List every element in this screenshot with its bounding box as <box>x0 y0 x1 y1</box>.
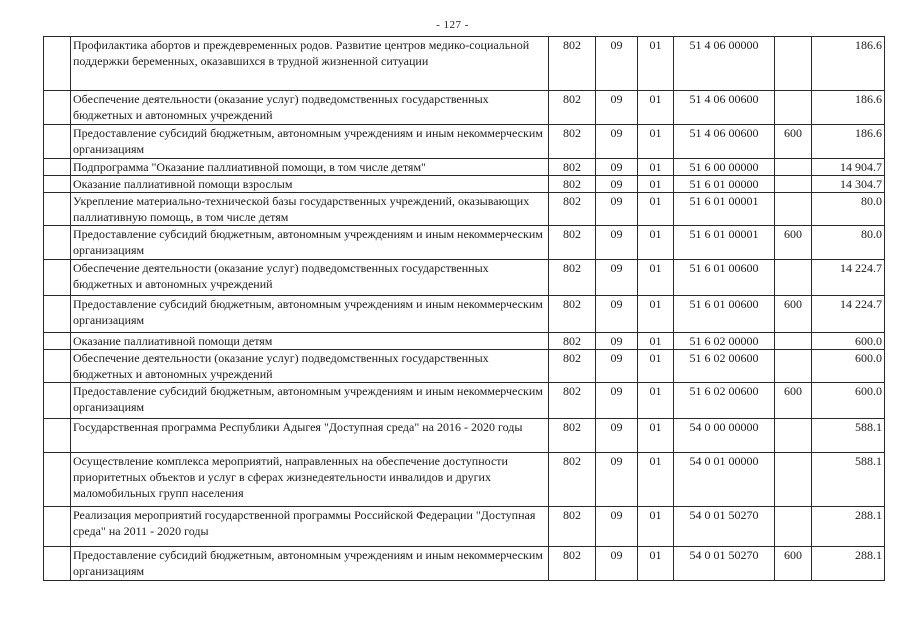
subsection-code: 01 <box>638 419 674 453</box>
blank-cell <box>44 453 71 507</box>
amount-value: 186.6 <box>812 91 885 125</box>
target-article-code: 51 6 01 00600 <box>674 296 775 333</box>
blank-cell <box>44 350 71 383</box>
grbs-code: 802 <box>549 453 596 507</box>
section-code: 09 <box>596 193 638 226</box>
grbs-code: 802 <box>549 159 596 176</box>
target-article-code: 51 6 00 00000 <box>674 159 775 176</box>
blank-cell <box>44 260 71 296</box>
subsection-code: 01 <box>638 176 674 193</box>
blank-cell <box>44 226 71 260</box>
target-article-code: 54 0 01 50270 <box>674 507 775 547</box>
target-article-code: 51 6 01 00600 <box>674 260 775 296</box>
expense-type-code: 600 <box>775 125 812 159</box>
grbs-code: 802 <box>549 507 596 547</box>
blank-cell <box>44 176 71 193</box>
table-row <box>44 547 885 581</box>
table-row <box>44 383 885 419</box>
budget-item-name: Оказание паллиативной помощи детям <box>71 333 549 350</box>
section-code: 09 <box>596 226 638 260</box>
target-article-code: 54 0 01 00000 <box>674 453 775 507</box>
grbs-code: 802 <box>549 350 596 383</box>
expense-type-code: 600 <box>775 547 812 581</box>
section-code: 09 <box>596 419 638 453</box>
subsection-code: 01 <box>638 453 674 507</box>
blank-cell <box>44 419 71 453</box>
table-row <box>44 176 885 193</box>
expense-type-code <box>775 159 812 176</box>
grbs-code: 802 <box>549 333 596 350</box>
amount-value: 288.1 <box>812 547 885 581</box>
blank-cell <box>44 37 71 91</box>
budget-item-name: Обеспечение деятельности (оказание услуг) подведомственных государственных бюджетных и автономных учреждений <box>71 91 549 125</box>
amount-value: 588.1 <box>812 453 885 507</box>
table-row <box>44 91 885 125</box>
budget-item-name: Предоставление субсидий бюджетным, автономным учреждениям и иным некоммерческим организациям <box>71 125 549 159</box>
table-row <box>44 37 885 91</box>
subsection-code: 01 <box>638 547 674 581</box>
subsection-code: 01 <box>638 91 674 125</box>
table-row <box>44 419 885 453</box>
amount-value: 14 224.7 <box>812 260 885 296</box>
expense-type-code <box>775 333 812 350</box>
amount-value: 186.6 <box>812 37 885 91</box>
section-code: 09 <box>596 176 638 193</box>
table-row <box>44 159 885 176</box>
expense-type-code <box>775 193 812 226</box>
amount-value: 14 304.7 <box>812 176 885 193</box>
budget-table <box>43 36 885 581</box>
amount-value: 600.0 <box>812 350 885 383</box>
table-row <box>44 296 885 333</box>
target-article-code: 51 4 06 00600 <box>674 125 775 159</box>
grbs-code: 802 <box>549 547 596 581</box>
subsection-code: 01 <box>638 125 674 159</box>
table-body <box>44 37 885 581</box>
subsection-code: 01 <box>638 333 674 350</box>
blank-cell <box>44 333 71 350</box>
section-code: 09 <box>596 350 638 383</box>
budget-item-name: Обеспечение деятельности (оказание услуг) подведомственных государственных бюджетных и автономных учреждений <box>71 260 549 296</box>
expense-type-code <box>775 507 812 547</box>
section-code: 09 <box>596 125 638 159</box>
target-article-code: 51 6 01 00001 <box>674 226 775 260</box>
amount-value: 288.1 <box>812 507 885 547</box>
expense-type-code <box>775 260 812 296</box>
amount-value: 80.0 <box>812 226 885 260</box>
blank-cell <box>44 296 71 333</box>
section-code: 09 <box>596 333 638 350</box>
expense-type-code <box>775 176 812 193</box>
grbs-code: 802 <box>549 176 596 193</box>
amount-value: 14 904.7 <box>812 159 885 176</box>
target-article-code: 51 6 01 00001 <box>674 193 775 226</box>
blank-cell <box>44 159 71 176</box>
section-code: 09 <box>596 159 638 176</box>
amount-value: 588.1 <box>812 419 885 453</box>
subsection-code: 01 <box>638 193 674 226</box>
section-code: 09 <box>596 383 638 419</box>
blank-cell <box>44 125 71 159</box>
table-row <box>44 125 885 159</box>
amount-value: 186.6 <box>812 125 885 159</box>
amount-value: 80.0 <box>812 193 885 226</box>
blank-cell <box>44 383 71 419</box>
subsection-code: 01 <box>638 159 674 176</box>
expense-type-code: 600 <box>775 296 812 333</box>
amount-value: 600.0 <box>812 383 885 419</box>
amount-value: 14 224.7 <box>812 296 885 333</box>
budget-item-name: Предоставление субсидий бюджетным, автономным учреждениям и иным некоммерческим организациям <box>71 226 549 260</box>
budget-item-name: Реализация мероприятий государственной программы Российской Федерации "Доступная среда" на 2011 - 2020 годы <box>71 507 549 547</box>
grbs-code: 802 <box>549 125 596 159</box>
table-row <box>44 260 885 296</box>
expense-type-code <box>775 91 812 125</box>
subsection-code: 01 <box>638 350 674 383</box>
amount-value: 600.0 <box>812 333 885 350</box>
table-row <box>44 193 885 226</box>
budget-item-name: Укрепление материально-технической базы государственных учреждений, оказывающих паллиативную помощь, в том числе детям <box>71 193 549 226</box>
blank-cell <box>44 91 71 125</box>
subsection-code: 01 <box>638 226 674 260</box>
section-code: 09 <box>596 91 638 125</box>
section-code: 09 <box>596 507 638 547</box>
expense-type-code <box>775 453 812 507</box>
subsection-code: 01 <box>638 296 674 333</box>
subsection-code: 01 <box>638 507 674 547</box>
budget-item-name: Осуществление комплекса мероприятий, направленных на обеспечение доступности приоритетных объектов и услуг в сферах жизнедеятельности инвалидов и других маломобильных групп населения <box>71 453 549 507</box>
target-article-code: 51 6 01 00000 <box>674 176 775 193</box>
grbs-code: 802 <box>549 193 596 226</box>
budget-item-name: Предоставление субсидий бюджетным, автономным учреждениям и иным некоммерческим организациям <box>71 547 549 581</box>
expense-type-code <box>775 350 812 383</box>
section-code: 09 <box>596 37 638 91</box>
section-code: 09 <box>596 453 638 507</box>
expense-type-code: 600 <box>775 226 812 260</box>
budget-item-name: Оказание паллиативной помощи взрослым <box>71 176 549 193</box>
budget-item-name: Предоставление субсидий бюджетным, автономным учреждениям и иным некоммерческим организациям <box>71 296 549 333</box>
expense-type-code: 600 <box>775 383 812 419</box>
table-row <box>44 453 885 507</box>
grbs-code: 802 <box>549 91 596 125</box>
target-article-code: 51 6 02 00600 <box>674 383 775 419</box>
target-article-code: 51 6 02 00600 <box>674 350 775 383</box>
table-row <box>44 507 885 547</box>
grbs-code: 802 <box>549 383 596 419</box>
grbs-code: 802 <box>549 260 596 296</box>
subsection-code: 01 <box>638 383 674 419</box>
page-number: - 127 - <box>436 19 469 31</box>
section-code: 09 <box>596 296 638 333</box>
blank-cell <box>44 193 71 226</box>
budget-item-name: Предоставление субсидий бюджетным, автономным учреждениям и иным некоммерческим организациям <box>71 383 549 419</box>
subsection-code: 01 <box>638 37 674 91</box>
grbs-code: 802 <box>549 226 596 260</box>
section-code: 09 <box>596 260 638 296</box>
section-code: 09 <box>596 547 638 581</box>
budget-item-name: Государственная программа Республики Адыгея "Доступная среда" на 2016 - 2020 годы <box>71 419 549 453</box>
table-row <box>44 226 885 260</box>
expense-type-code <box>775 37 812 91</box>
grbs-code: 802 <box>549 296 596 333</box>
expense-type-code <box>775 419 812 453</box>
blank-cell <box>44 547 71 581</box>
target-article-code: 51 4 06 00000 <box>674 37 775 91</box>
target-article-code: 51 6 02 00000 <box>674 333 775 350</box>
subsection-code: 01 <box>638 260 674 296</box>
target-article-code: 54 0 01 50270 <box>674 547 775 581</box>
blank-cell <box>44 507 71 547</box>
target-article-code: 51 4 06 00600 <box>674 91 775 125</box>
budget-item-name: Профилактика абортов и преждевременных родов. Развитие центров медико-социальной поддержки беременных, оказавшихся в трудной жизненной ситуации <box>71 37 549 91</box>
grbs-code: 802 <box>549 419 596 453</box>
budget-item-name: Подпрограмма "Оказание паллиативной помощи, в том числе детям" <box>71 159 549 176</box>
target-article-code: 54 0 00 00000 <box>674 419 775 453</box>
table-row <box>44 350 885 383</box>
grbs-code: 802 <box>549 37 596 91</box>
table-row <box>44 333 885 350</box>
budget-item-name: Обеспечение деятельности (оказание услуг) подведомственных государственных бюджетных и автономных учреждений <box>71 350 549 383</box>
